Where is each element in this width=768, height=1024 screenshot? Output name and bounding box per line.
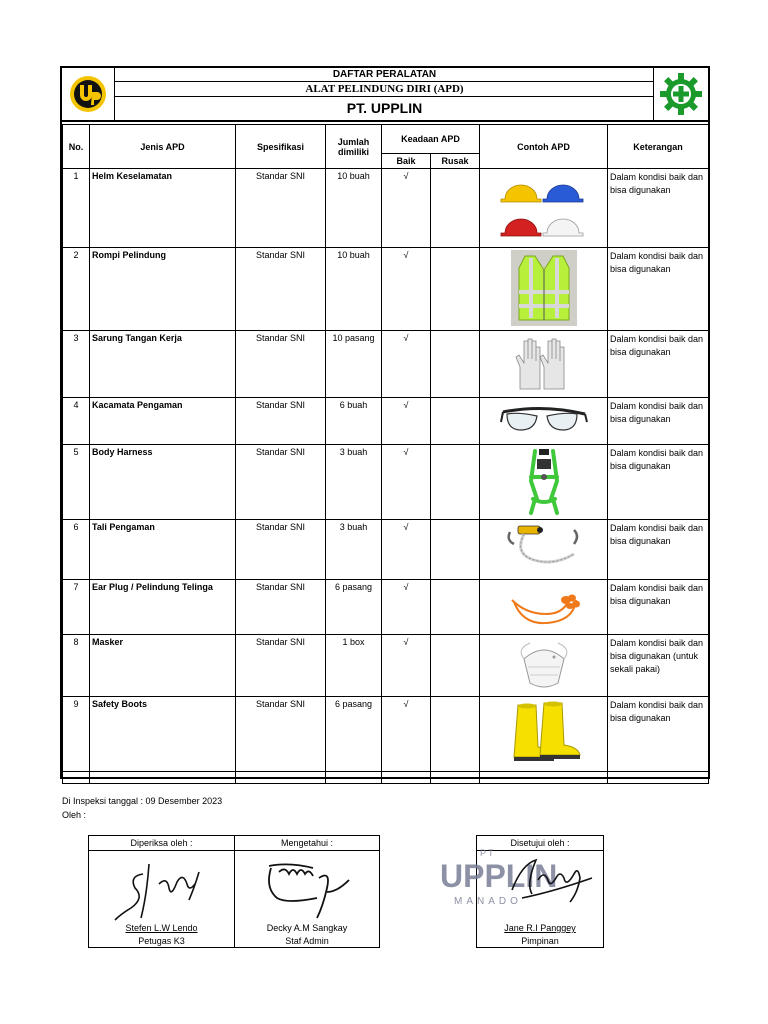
row-jenis: Rompi Pelindung <box>90 248 236 331</box>
row-rusak <box>431 445 480 520</box>
empty-cell <box>431 772 480 784</box>
row-rusak <box>431 169 480 248</box>
col-spesifikasi: Spesifikasi <box>236 125 326 169</box>
row-no: 4 <box>63 398 90 445</box>
signer-name: Stefen L.W Lendo <box>125 923 198 933</box>
table-row <box>63 398 709 445</box>
row-baik: √ <box>382 635 431 697</box>
row-jenis: Kacamata Pengaman <box>90 398 236 445</box>
row-spek: Standar SNI <box>236 248 326 331</box>
body-harness-icon <box>519 447 569 515</box>
empty-cell <box>608 772 709 784</box>
mask-icon <box>514 637 574 689</box>
row-ket: Dalam kondisi baik dan bisa digunakan <box>608 248 709 331</box>
row-jumlah: 10 buah <box>326 169 382 248</box>
row-ket: Dalam kondisi baik dan bisa digunakan <box>608 580 709 635</box>
safety-boots-icon <box>504 699 584 765</box>
row-jenis: Ear Plug / Pelindung Telinga <box>90 580 236 635</box>
row-jumlah: 3 buah <box>326 520 382 580</box>
row-no: 1 <box>63 169 90 248</box>
row-spek: Standar SNI <box>236 520 326 580</box>
ear-plug-icon <box>504 582 584 628</box>
row-spek: Standar SNI <box>236 169 326 248</box>
row-baik: √ <box>382 580 431 635</box>
signer-name: Jane R.I Panggey <box>504 923 576 933</box>
row-rusak <box>431 580 480 635</box>
inspection-info <box>62 794 222 822</box>
table-row <box>63 248 709 331</box>
row-baik: √ <box>382 445 431 520</box>
row-baik: √ <box>382 331 431 398</box>
row-rusak <box>431 520 480 580</box>
row-spek: Standar SNI <box>236 331 326 398</box>
row-rusak <box>431 331 480 398</box>
row-spek: Standar SNI <box>236 635 326 697</box>
row-baik: √ <box>382 169 431 248</box>
row-no: 7 <box>63 580 90 635</box>
row-contoh <box>480 580 608 635</box>
col-rusak: Rusak <box>431 154 480 169</box>
signature-caption: Mengetahui : <box>235 836 379 851</box>
logo-left <box>62 68 115 120</box>
row-ket: Dalam kondisi baik dan bisa digunakan <box>608 520 709 580</box>
row-spek: Standar SNI <box>236 398 326 445</box>
row-contoh <box>480 248 608 331</box>
safety-glasses-icon <box>499 400 589 440</box>
row-jenis: Safety Boots <box>90 697 236 772</box>
row-contoh <box>480 398 608 445</box>
row-jumlah: 3 buah <box>326 445 382 520</box>
row-spek: Standar SNI <box>236 580 326 635</box>
table-row <box>63 520 709 580</box>
stamp-bottom-text: MANADO <box>454 896 522 907</box>
row-ket: Dalam kondisi baik dan bisa digunakan <box>608 445 709 520</box>
col-baik: Baik <box>382 154 431 169</box>
row-jenis: Helm Keselamatan <box>90 169 236 248</box>
row-jumlah: 6 pasang <box>326 697 382 772</box>
logo-right <box>653 68 708 120</box>
empty-cell <box>90 772 236 784</box>
table-row <box>63 445 709 520</box>
safety-helmet-icon <box>499 171 589 241</box>
signer-name: Decky A.M Sangkay <box>266 923 348 933</box>
inspection-by: Oleh : <box>62 810 87 820</box>
safety-vest-icon <box>511 250 577 326</box>
row-rusak <box>431 635 480 697</box>
row-jenis: Sarung Tangan Kerja <box>90 331 236 398</box>
row-jumlah: 10 buah <box>326 248 382 331</box>
title-daftar: DAFTAR PERALATAN <box>115 68 654 82</box>
col-jumlah: Jumlah dimiliki <box>326 125 382 169</box>
row-no: 9 <box>63 697 90 772</box>
row-jumlah: 6 buah <box>326 398 382 445</box>
table-row <box>63 635 709 697</box>
row-ket: Dalam kondisi baik dan bisa digunakan <box>608 398 709 445</box>
signature-caption: Disetujui oleh : <box>477 836 603 851</box>
row-baik: √ <box>382 398 431 445</box>
row-contoh <box>480 169 608 248</box>
table-row-empty <box>63 772 709 784</box>
signature-scribble <box>492 850 602 910</box>
work-gloves-icon <box>514 333 574 393</box>
table-row <box>63 169 709 248</box>
sheet-header <box>62 68 708 122</box>
row-spek: Standar SNI <box>236 697 326 772</box>
row-baik: √ <box>382 697 431 772</box>
row-ket: Dalam kondisi baik dan bisa digunakan <box>608 331 709 398</box>
row-jumlah: 6 pasang <box>326 580 382 635</box>
col-jenis: Jenis APD <box>90 125 236 169</box>
k3-gear-cross-icon <box>658 71 704 117</box>
signer-role: Petugas K3 <box>138 936 185 946</box>
table-row <box>63 331 709 398</box>
row-ket: Dalam kondisi baik dan bisa digunakan <box>608 697 709 772</box>
stamp-main-text: UPPLIN <box>440 858 558 894</box>
stamp-top-text: PT <box>480 848 496 858</box>
row-contoh <box>480 697 608 772</box>
row-rusak <box>431 248 480 331</box>
title-block <box>115 68 654 120</box>
row-contoh <box>480 520 608 580</box>
row-jenis: Tali Pengaman <box>90 520 236 580</box>
col-no: No. <box>63 125 90 169</box>
empty-cell <box>326 772 382 784</box>
col-keadaan: Keadaan APD <box>382 125 480 154</box>
signature-scribble <box>103 854 223 924</box>
row-no: 2 <box>63 248 90 331</box>
row-rusak <box>431 697 480 772</box>
up-logo-icon <box>68 74 108 114</box>
row-jumlah: 10 pasang <box>326 331 382 398</box>
row-spek: Standar SNI <box>236 445 326 520</box>
table-row <box>63 580 709 635</box>
signature-scribble <box>249 852 369 922</box>
row-baik: √ <box>382 520 431 580</box>
row-ket: Dalam kondisi baik dan bisa digunakan (untuk sekali pakai) <box>608 635 709 697</box>
row-rusak <box>431 398 480 445</box>
row-contoh <box>480 331 608 398</box>
signer-role: Staf Admin <box>285 936 329 946</box>
row-contoh <box>480 635 608 697</box>
signature-box-diperiksa <box>88 835 235 948</box>
inspection-date: Di Inspeksi tanggal : 09 Desember 2023 <box>62 796 223 806</box>
signer-role: Pimpinan <box>521 936 559 946</box>
row-contoh <box>480 445 608 520</box>
apd-table <box>62 124 709 784</box>
title-apd: ALAT PELINDUNG DIRI (APD) <box>115 82 654 97</box>
empty-cell <box>63 772 90 784</box>
apd-sheet <box>60 66 710 779</box>
signature-box-mengetahui <box>234 835 380 948</box>
title-company: PT. UPPLIN <box>346 100 423 116</box>
row-jumlah: 1 box <box>326 635 382 697</box>
row-no: 8 <box>63 635 90 697</box>
safety-rope-icon <box>504 522 584 574</box>
row-jenis: Masker <box>90 635 236 697</box>
col-keterangan: Keterangan <box>608 125 709 169</box>
row-no: 6 <box>63 520 90 580</box>
empty-cell <box>382 772 431 784</box>
table-row <box>63 697 709 772</box>
row-jenis: Body Harness <box>90 445 236 520</box>
col-contoh: Contoh APD <box>480 125 608 169</box>
empty-cell <box>236 772 326 784</box>
signature-caption: Diperiksa oleh : <box>89 836 234 851</box>
row-no: 3 <box>63 331 90 398</box>
row-baik: √ <box>382 248 431 331</box>
row-ket: Dalam kondisi baik dan bisa digunakan <box>608 169 709 248</box>
row-no: 5 <box>63 445 90 520</box>
empty-cell <box>480 772 608 784</box>
